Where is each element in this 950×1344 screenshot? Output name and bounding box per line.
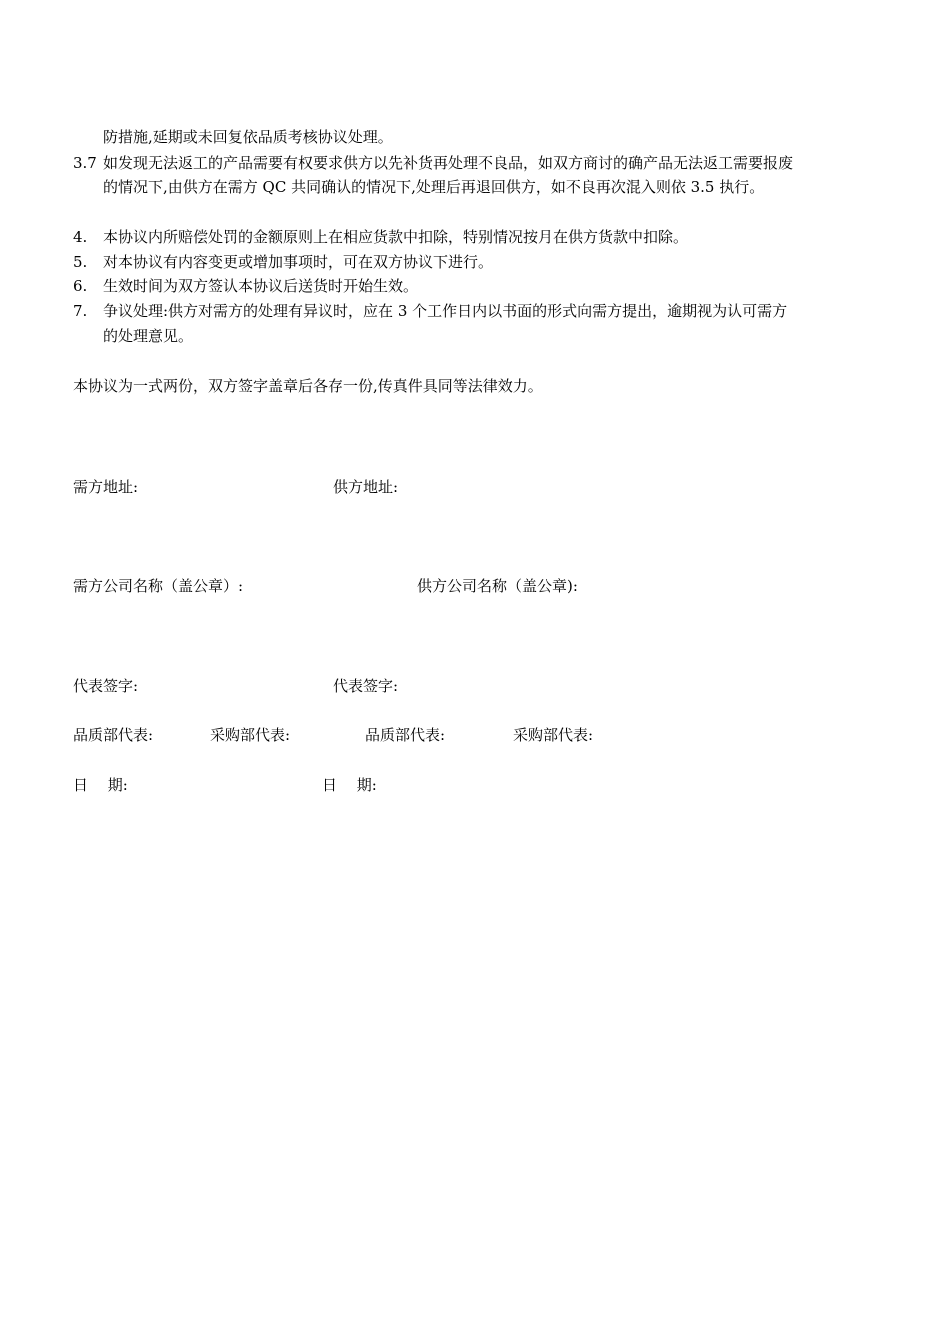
supplier-purchase-rep-label: 采购部代表:: [513, 726, 594, 744]
supplier-quality-rep-label: 品质部代表:: [365, 726, 446, 744]
buyer-date-label: 日 期:: [73, 776, 128, 794]
buyer-rep-signature-label: 代表签字:: [73, 677, 139, 695]
clause-5-text: 对本协议有内容变更或增加事项时，可在双方协议下进行。: [103, 253, 494, 271]
closing-statement: 本协议为一式两份，双方签字盖章后各存一份,传真件具同等法律效力。: [73, 377, 543, 395]
clause-3-7-line-2: 的情况下,由供方在需方 QC 共同确认的情况下,处理后再退回供方，如不良再次混入则依 3.5 执行。: [103, 178, 765, 196]
buyer-address-label: 需方地址:: [73, 478, 139, 496]
clause-7-line-1: 争议处理:供方对需方的处理有异议时，应在 3 个工作日内以书面的形式向需方提出，逾期视为认可需方: [103, 302, 788, 320]
clause-5-number: 5.: [73, 253, 88, 271]
clause-4-text: 本协议内所赔偿处罚的金额原则上在相应货款中扣除，特别情况按月在供方货款中扣除。: [103, 228, 689, 246]
clause-4-number: 4.: [73, 228, 88, 246]
clause-7-line-2: 的处理意见。: [103, 327, 194, 345]
clause-3-7-line-1: 如发现无法返工的产品需要有权要求供方以先补货再处理不良品，如双方商讨的确产品无法返工需要报废: [103, 154, 794, 172]
clause-3-7-number: 3.7: [73, 154, 97, 172]
supplier-date-label: 日 期:: [322, 776, 377, 794]
supplier-company-label: 供方公司名称（盖公章):: [417, 577, 578, 595]
clause-7-number: 7.: [73, 302, 88, 320]
clause-3-6-tail: 防措施,延期或未回复依品质考核协议处理。: [103, 128, 393, 146]
buyer-company-label: 需方公司名称（盖公章）:: [73, 577, 244, 595]
supplier-address-label: 供方地址:: [333, 478, 399, 496]
supplier-rep-signature-label: 代表签字:: [333, 677, 399, 695]
buyer-purchase-rep-label: 采购部代表:: [210, 726, 291, 744]
clause-6-text: 生效时间为双方签认本协议后送货时开始生效。: [103, 277, 419, 295]
clause-6-number: 6.: [73, 277, 88, 295]
buyer-quality-rep-label: 品质部代表:: [73, 726, 154, 744]
